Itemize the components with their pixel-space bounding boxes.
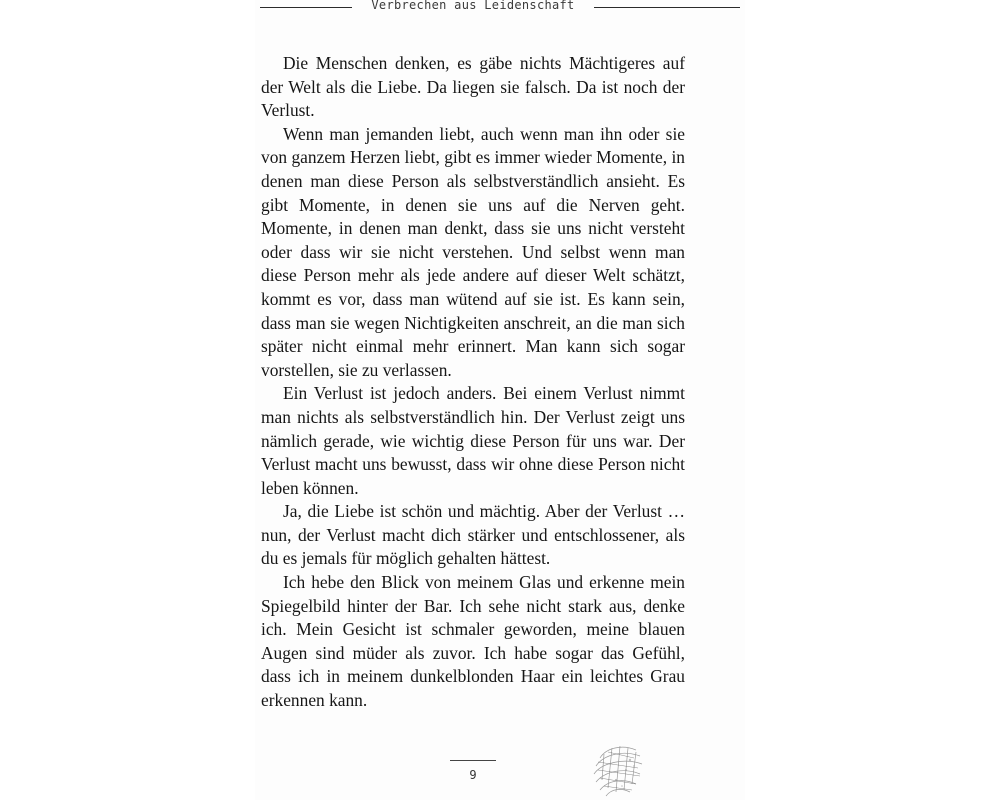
header-rule-right: [594, 7, 740, 8]
body-text: [261, 52, 685, 713]
footer-rule: [450, 760, 496, 761]
paragraph-5: Ich hebe den Blick von meinem Glas und erkenne mein Spiegelbild hinter der Bar. Ich sehe nicht stark aus, denke ich. Mein Gesicht ist schmaler geworden, meine blauen Augen sind müder als zuvor. Ich habe sogar das Gefühl, dass ich in meinem dunkelblonden Haar ein leichtes Grau erkennen kann.: [261, 572, 685, 711]
sketch-ornament-icon: [586, 740, 648, 800]
header-title: Verbrechen aus Leidenschaft: [371, 0, 575, 12]
paragraph-4: Ja, die Liebe ist schön und mächtig. Aber der Verlust … nun, der Verlust macht dich stärker und entschlossener, als du es jemals für möglich gehalten hättest.: [261, 501, 685, 569]
running-header: [260, 0, 740, 16]
paragraph-1: Die Menschen denken, es gäbe nichts Mächtigeres auf der Welt als die Liebe. Da liegen sie falsch. Da ist noch der Verlust.: [261, 53, 685, 121]
page-number: 9: [469, 768, 477, 782]
header-rule-left: [260, 7, 352, 8]
paragraph-2: Wenn man jemanden liebt, auch wenn man ihn oder sie von ganzem Herzen liebt, gibt es immer wieder Momente, in denen man diese Person als selbstverständlich ansieht. Es gibt Momente, in denen sie uns auf die Nerven geht. Momente, in denen man denkt, dass sie uns nicht versteht oder dass wir sie nicht verstehen. Und selbst wenn man diese Person mehr als jede andere auf dieser Welt schätzt, kommt es vor, dass man wütend auf sie ist. Es kann sein, dass man sie wegen Nichtigkeiten anschreit, an die man sich später nicht einmal mehr erinnert. Man kann sich sogar vorstellen, sie zu verlassen.: [261, 123, 685, 380]
paragraph-3: Ein Verlust ist jedoch anders. Bei einem Verlust nimmt man nichts als selbstverständlich hin. Der Verlust zeigt uns nämlich gerade, wie wichtig diese Person für uns war. Der Verlust macht uns bewusst, dass wir ohne diese Person nicht leben können.: [261, 383, 685, 498]
